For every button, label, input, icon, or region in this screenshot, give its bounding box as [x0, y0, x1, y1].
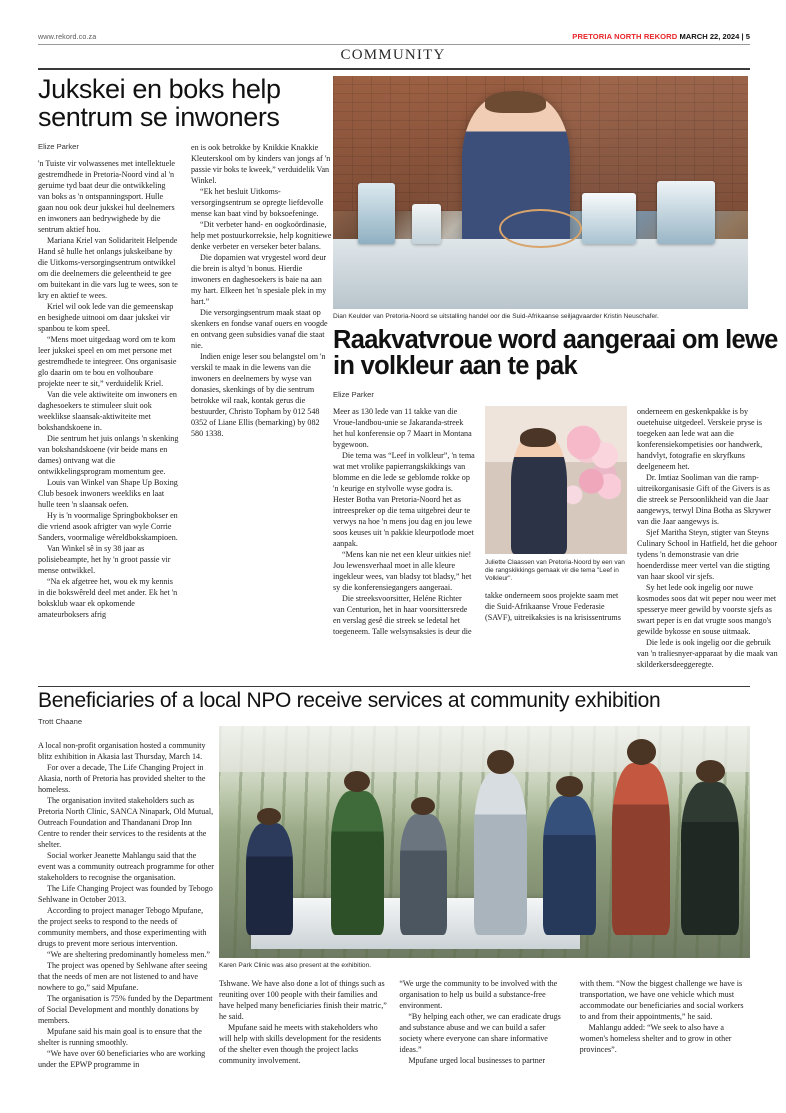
- page-separator: |: [741, 32, 744, 41]
- display-object: [657, 181, 715, 244]
- paragraph: Louis van Winkel van Shape Up Boxing Club besoek inwoners weekliks en laat hulle teen 'n slaansak oefen.: [38, 478, 178, 510]
- article3-column-4: [580, 978, 750, 1066]
- person-figure: [246, 823, 294, 934]
- head: [556, 776, 583, 797]
- article1-byline: Elize Parker: [38, 142, 79, 152]
- paragraph: Die dopamien wat vrygestel word deur die brein is altyd 'n bonus. Hierdie inwoners en daghesoekers is baie na aan my hart. Elkeen het 'n spesiale plek in my hart.”: [191, 253, 327, 307]
- paragraph: 'n Tuiste vir volwassenes met intellektuele gestremdhede in Pretoria-Noord vind al 'n geruime tyd baat deur die ontwikkeling van boks as 'n ontspanningsport. Hulle gaan nou ook deur jukskei hul deelnemers en inwoners aan bedrywighede by die sentrum aktief hou.: [38, 159, 176, 235]
- site-url[interactable]: www.rekord.co.za: [38, 32, 97, 41]
- paragraph: The organisation invited stakeholders such as Pretoria North Clinic, SANCA Ninapark, Old Mutual, Outreach Foundation and Thandanani Drop Inn Centre to render their services to the residents at the shelter.: [38, 796, 214, 849]
- person-figure: [511, 433, 568, 554]
- photo-juliette-claassen: [485, 406, 627, 554]
- head: [487, 750, 514, 774]
- person-figure: [400, 814, 448, 935]
- rule-top: [38, 44, 750, 45]
- paragraph: Dr. Imtiaz Sooliman van die ramp-uitreikorganisasie Gift of the Givers is as die streek se Persoonlikheid van die Jaar aangewys, terwyl Dina Botha as Skrywer van die Jaar aangewys is.: [637, 473, 771, 526]
- paragraph: The organisation is 75% funded by the Department of Social Development and monthly donations by members.: [38, 994, 213, 1025]
- paragraph: Mariana Kriel van Solidariteit Helpende Hand sê hulle het onlangs jukskeibane by die Uitkoms-versorgingsentrum ontwikkel om die deelnemers die geleentheid te gee om buitekant in die vars lug te wees, son te kry en aktief te wees.: [38, 236, 178, 301]
- paragraph: A local non-profit organisation hosted a community blitz exhibition in Akasia last Thursday, March 14.: [38, 741, 206, 761]
- rule-under-section: [38, 68, 750, 70]
- rule-above-article3: [38, 686, 750, 687]
- display-object: [412, 204, 441, 244]
- paragraph: Mpufane urged local businesses to partner: [408, 1056, 546, 1065]
- paragraph: Hy is 'n voormalige Springbokbokser en die vriend asook afrigter van wyle Corrie Sanders, voormalige wêreldbokskampioen.: [38, 511, 178, 543]
- issue-date: MARCH 22, 2024: [679, 32, 740, 41]
- article2-column-2: [485, 406, 627, 670]
- article1-headline: Jukskei en boks help sentrum se inwoners: [38, 74, 281, 132]
- article1-column-1: [38, 142, 179, 620]
- photo2-caption: Juliette Claassen van Pretoria-Noord by een van die rangskikkings gemaak vir die tema "Leef in Volkleur".: [485, 559, 625, 583]
- display-object: [582, 193, 636, 244]
- person-figure: [612, 763, 670, 935]
- paragraph: with them. “Now the biggest challenge we have is transportation, we have one vehicle which must accommodate our beneficiaries and social workers to and from their appointments,” he said.: [579, 979, 744, 1021]
- paragraph: “Dit verbeter hand- en oogkoördinasie, help met postuurkorreksie, help kognitiewe denke verbeter en verseker beter balans.: [191, 220, 332, 252]
- paragraph: Social worker Jeanette Mahlangu said that the event was a community outreach programme for other stakeholders to recognise the organisation.: [38, 851, 214, 882]
- person-figure: [681, 782, 739, 935]
- photo1-caption-wrap: [333, 310, 748, 321]
- article2-headline: Raakvatvroue word aangeraai om lewe in volkleur aan te pak: [333, 326, 778, 380]
- paragraph: According to project manager Tebogo Mpufane, the project seeks to respond to the needs of community members, and those experimenting with drugs to prevent more serious intervention.: [38, 906, 207, 948]
- article-raakvatvroue: [333, 327, 781, 670]
- paragraph: Die sentrum het juis onlangs 'n skenking van bokshandskoene (vir beide mans en dames) ontvang wat die ontwikkelingsprogram momentum gee.: [38, 434, 179, 477]
- paragraph: onderneem en geskenkpakke is by ouetehuise uitgedeel. Verskeie pryse is toegeken aan lede wat aan die konferensiekompetisies oor handwerk, handvlyt, fotografie en skryfkuns deelgeneem het.: [637, 407, 763, 471]
- photo1-caption: Dian Keulder van Pretoria-Noord se uitstalling handel oor die Suid-Afrikaanse seiljagvaarder Kristin Neuschafer.: [333, 313, 659, 320]
- article1-column-2: [191, 142, 332, 620]
- photo-community-exhibition: [219, 726, 750, 958]
- paragraph: “We are sheltering predominantly homeless men.”: [47, 950, 210, 959]
- paragraph: “Na ek afgetree het, wou ek my kennis in die bokswêreld deel met ander. Ek het 'n boksklub waar ek opkomende amateurboksers afrig: [38, 577, 178, 620]
- paragraph: Mpufane said his main goal is to ensure that the shelter is running smoothly.: [38, 1027, 202, 1047]
- head: [627, 739, 656, 765]
- paragraph: The project was opened by Sehlwane after seeing that the needs of men are not listened to and have nowhere to go,” said Mpufane.: [38, 961, 208, 992]
- paragraph: Kriel wil ook lede van die gemeenskap en besighede uitnooi om daar jukskei vir spanbou te kom speel.: [38, 302, 174, 334]
- paragraph: Die versorgingsentrum maak staat op skenkers en fondse vanaf ouers en voogde en ontvang geen subsidies vanaf die staat nie.: [191, 308, 328, 351]
- page-number: 5: [745, 32, 750, 41]
- masthead: [38, 32, 750, 41]
- paragraph: Van Winkel sê in sy 38 jaar as polisiebeampte, het hy 'n groot passie vir mense ontwikkel.: [38, 544, 171, 576]
- person-figure: [474, 772, 527, 934]
- photo3-caption-wrap: [219, 959, 750, 970]
- publication-name: PRETORIA NORTH REKORD: [572, 32, 678, 41]
- article3-byline: Trott Chaane: [38, 717, 83, 727]
- article3-column-3: [399, 978, 569, 1066]
- paragraph: The Life Changing Project was founded by Tebogo Sehlwane in October 2013.: [38, 884, 213, 904]
- edition-info: [572, 32, 750, 41]
- head: [257, 808, 281, 825]
- display-table: [333, 239, 748, 309]
- paragraph: For over a decade, The Life Changing Project in Akasia, north of Pretoria has provided shelter to the homeless.: [38, 763, 206, 794]
- person-figure: [331, 791, 384, 935]
- photo-exhibition-dian-keulder: [333, 76, 748, 309]
- paragraph: “We have over 60 beneficiaries who are working under the EPWP programme in: [38, 1049, 206, 1069]
- paragraph: “Mens kan nie net een kleur uitkies nie! Jou lewensverhaal moet in alle kleure ingekleur wees, van bladsy tot bladsy,” het sy die konferensiegangers aangeraai.: [333, 550, 472, 592]
- paragraph: “Ek het besluit Uitkoms-versorgingsentrum se opregte liefdevolle mense kan baat vind by boksoefeninge.: [191, 187, 324, 219]
- paragraph: “We urge the community to be involved with the organisation to help us build a substance-free environment.: [399, 979, 558, 1010]
- photo-image: [333, 76, 748, 309]
- paragraph: en is ook betrokke by Knikkie Knakkie Kleuterskool om by kinders van jongs af 'n passie vir boks te kweek,” verduidelik Van Winkel.: [191, 143, 331, 186]
- paragraph: “By helping each other, we can eradicate drugs and substance abuse and we can build a safer society where everyone can share informative ideas.”: [399, 1012, 561, 1054]
- paragraph: Meer as 130 lede van 11 takke van die Vroue-landbou-unie se Jakaranda-streek het hul konferensie op 7 Maart in Montana bygewoon.: [333, 407, 472, 449]
- head: [696, 760, 725, 783]
- hair: [485, 91, 545, 113]
- flower-arrangement: [567, 421, 621, 507]
- paragraph: Sy het lede ook ingelig oor nuwe kosmodes soos dat wit peper nou weer met spesserye meer gewild by voorste sjefs as swart peper is en dat vrugte soos mango's gewilde bykosse en souse uitmaak.: [637, 583, 777, 636]
- paragraph: Indien enige leser sou belangstel om 'n verskil te maak in die lewens van die inwoners en deelnemers by wyse van donasies, skenkings of by die sentrum betrokke wil raak, kontak gerus die bestuurder, Christo Topham by 012 548 0352 of Liane Ellis (bemarking) by 082 580 1338.: [191, 352, 326, 439]
- photo3-caption: Karen Park Clinic was also present at the exhibition.: [219, 962, 372, 969]
- paragraph: “Mens moet uitgedaag word om te kom leer jukskei speel en om met persone met gestremdhede te integreer. Ons organisasie glo daarin om te bou en volhoubare projekte neer te sit,” verduidelik Kriel.: [38, 335, 177, 389]
- person-figure: [543, 796, 596, 935]
- article2-column-3: [637, 406, 779, 670]
- section-title: COMMUNITY: [340, 47, 446, 63]
- article-jukskei: [38, 76, 332, 620]
- paragraph: Mpufane said he meets with stakeholders who will help with skills development for the residents of the shelter even though the project lacks community involvement.: [219, 1023, 382, 1065]
- paragraph: Die tema was “Leef in volkleur”, 'n tema wat met vrolike papierrangskikkings van blomme en die lede se geblomde rokke op 'n keurige en stylvolle wyse godra is. Hester Botha van Pretoria-Noord het as intreespreker op die tema uitgebrei deur te verwys na hoe 'n mens jou dag en jou lewe soos keuses uit 'n pakkie kleurpotlode moet aanpak.: [333, 451, 475, 548]
- paragraph: Van die vele aktiwiteite om inwoners en daghesoekers te stimuleer sluit ook weeklikse slaansak-aktiwiteite met bokshandskoene in.: [38, 390, 177, 433]
- paragraph: Die lede is ook ingelig oor die gebruik van 'n traliesnyer-apparaat by die maak van skilderkersdeeggeregte.: [637, 638, 778, 669]
- hair: [520, 428, 556, 447]
- article3-column-1: [38, 740, 215, 1070]
- article3-bottom-columns: [219, 978, 750, 1066]
- article2-column-1: [333, 406, 475, 670]
- paragraph: Die streeksvoorsitter, Heléne Richter van Centurion, het in haar voorsittersrede en verslag gesê die streek se ledetal het toegeneem. Talle welsynsaksies is deur die: [333, 594, 472, 636]
- paragraph: Tshwane. We have also done a lot of things such as reuniting over 100 people with their families and have helped many beneficiaries finish their matric,” he said.: [219, 979, 387, 1021]
- article2-column-2-text: [485, 590, 627, 623]
- paragraph: Sjef Maritha Steyn, stigter van Steyns Culinary School in Hatfield, het die gehoor tydens 'n demonstrasie van drie hoenderdisse meer vertel van die stigting van haar skool vir sjefs.: [637, 528, 778, 581]
- article3-headline: Beneficiaries of a local NPO receive services at community exhibition: [38, 689, 661, 712]
- display-hoop: [499, 209, 582, 249]
- display-object: [358, 183, 395, 244]
- article3-column-2: [219, 978, 389, 1066]
- photo2-caption-wrap: [485, 556, 627, 583]
- article2-byline: Elize Parker: [333, 390, 374, 399]
- paragraph: Mahlangu added: “We seek to also have a women's homeless shelter and to grow in other provinces”.: [579, 1023, 732, 1054]
- paragraph: takke onderneem soos projekte saam met die Suid-Afrikaanse Vroue Federasie (SAVF), uitreikaksies is na krisissentrums: [485, 591, 621, 623]
- tent-canopy: [219, 726, 750, 772]
